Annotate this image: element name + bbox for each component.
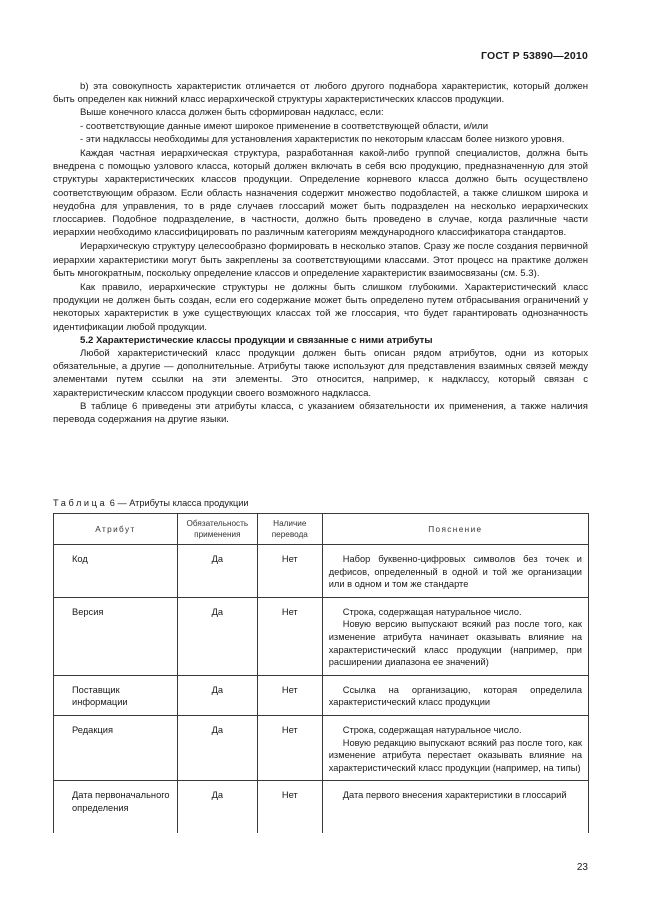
explanation-text: Дата первого внесения характеристики в глоссарий: [342, 790, 567, 801]
cell-translation: Нет: [257, 597, 322, 675]
cell-obligatory: Да: [177, 675, 257, 715]
cell-attribute: Поставщик информации: [54, 675, 178, 715]
header-translation: Наличие перевода: [257, 514, 322, 545]
table-row: [54, 715, 589, 780]
table-caption-word: Таблица: [53, 498, 108, 508]
explanation-text: Строка, содержащая натуральное число.: [342, 724, 522, 735]
paragraph: Иерархическую структуру целесообразно формировать в несколько этапов. Сразу же после создания первичной иерархии характеристики могут быть закреплены за соответствующими классами. Этот процесс на практике должен быть многократным, поскольку определение классов и определение характеристик взаимосвязаны (см. 5.3).: [53, 241, 588, 279]
explanation-text: Строка, содержащая натуральное число.: [342, 606, 522, 617]
document-id: ГОСТ Р 53890—2010: [480, 50, 588, 62]
page-number: 23: [576, 862, 588, 873]
explanation-text: Новую редакцию выпускают всякий раз после того, как изменение атрибута перестает оказывать влияние на характеристический класс продукции (например, на типы): [328, 737, 582, 773]
cell-explanation: [322, 597, 588, 675]
cell-obligatory: Да: [177, 545, 257, 598]
explanation-text: Новую версию выпускают всякий раз после того, как изменение атрибута начинает оказывать влияние на характеристический класс продукции (например, при расширении диапазона ее значений): [328, 619, 582, 668]
cell-obligatory: Да: [177, 715, 257, 780]
attributes-table: [53, 513, 589, 833]
table-row: [54, 545, 589, 598]
table-caption-text: 6 — Атрибуты класса продукции: [109, 498, 249, 508]
list-item: - эти надклассы необходимы для установления характеристик по некоторым классам более низкого уровня.: [80, 133, 565, 145]
cell-attribute: Код: [54, 545, 178, 598]
paragraph: Как правило, иерархические структуры не должны быть слишком глубокими. Характеристический класс продукции не должен быть создан, если его содержание может быть определено путем отбрасывания ограничений у некоторых характеристик в уже существующих классах той же глоссария, что будет гарантировать однозначность идентификации любой продукции.: [53, 282, 588, 333]
cell-attribute: Редакция: [54, 715, 178, 780]
header-obligatory: Обязательность применения: [177, 514, 257, 545]
cell-translation: Нет: [257, 715, 322, 780]
paragraph: Каждая частная иерархическая структура, разработанная какой-либо группой специалистов, должна быть внедрена с помощью узлового класса, который должен включать в себя всю продукцию, предназначенную для этой структуры характеристических классов продукции. Определение корневого класса должно быть осуществлено соответствующим образом. Если область назначения содержит множество подобластей, а также слишком широка и неудобна для управления, то в ряде случаев глоссарий может быть подразделен на несколько иерархических глоссариев. Подобное подразделение, в частности, должно быть проведено в случае, когда различные части иерархии необходимо классифицировать по различным категориям международного классификатора стандартов.: [53, 148, 588, 239]
header-explanation: Пояснение: [322, 514, 588, 545]
cell-explanation: [322, 545, 588, 598]
table-caption: [53, 498, 249, 508]
cell-translation: Нет: [257, 781, 322, 834]
header-attribute: Атрибут: [54, 514, 178, 545]
table-row: [54, 781, 589, 834]
cell-obligatory: Да: [177, 781, 257, 834]
list-item: - соответствующие данные имеют широкое применение в соответствующей области, и/или: [80, 120, 489, 132]
section-heading: 5.2 Характеристические классы продукции и связанные с ними атрибуты: [80, 334, 433, 346]
cell-translation: Нет: [257, 675, 322, 715]
paragraph: Выше конечного класса должен быть сформирован надкласс, если:: [80, 107, 384, 119]
table-row: [54, 675, 589, 715]
paragraph: В таблице 6 приведены эти атрибуты класса, с указанием обязательности их применения, а также наличия перевода содержания на другие языки.: [53, 400, 588, 426]
cell-attribute: Версия: [54, 597, 178, 675]
table-header-row: [54, 514, 589, 545]
explanation-text: Набор буквенно-цифровых символов без точек и дефисов, определенный в одной и той же организации или в одном и том же стандарте: [328, 554, 582, 590]
explanation-text: Ссылка на организацию, которая определила характеристический класс продукции: [328, 684, 582, 708]
cell-attribute: Дата первоначального определения: [54, 781, 178, 834]
cell-translation: Нет: [257, 545, 322, 598]
cell-explanation: [322, 781, 588, 834]
table-row: [54, 597, 589, 675]
paragraph: Любой характеристический класс продукции должен быть описан рядом атрибутов, одни из которых обязательные, а другие — дополнительные. Атрибуты также используют для представления взаимных связей между элементами путем ссылки на эти элементы. Это относится, например, к надклассу, который связан с характеристическим классом продукции своего возможного надкласса.: [53, 348, 588, 399]
body-text: [53, 80, 588, 426]
cell-obligatory: Да: [177, 597, 257, 675]
paragraph: b) эта совокупность характеристик отличается от любого другого поднабора характеристик, который должен быть определен как нижний класс иерархической структуры характеристических классов продукции.: [53, 81, 588, 106]
cell-explanation: [322, 675, 588, 715]
cell-explanation: [322, 715, 588, 780]
